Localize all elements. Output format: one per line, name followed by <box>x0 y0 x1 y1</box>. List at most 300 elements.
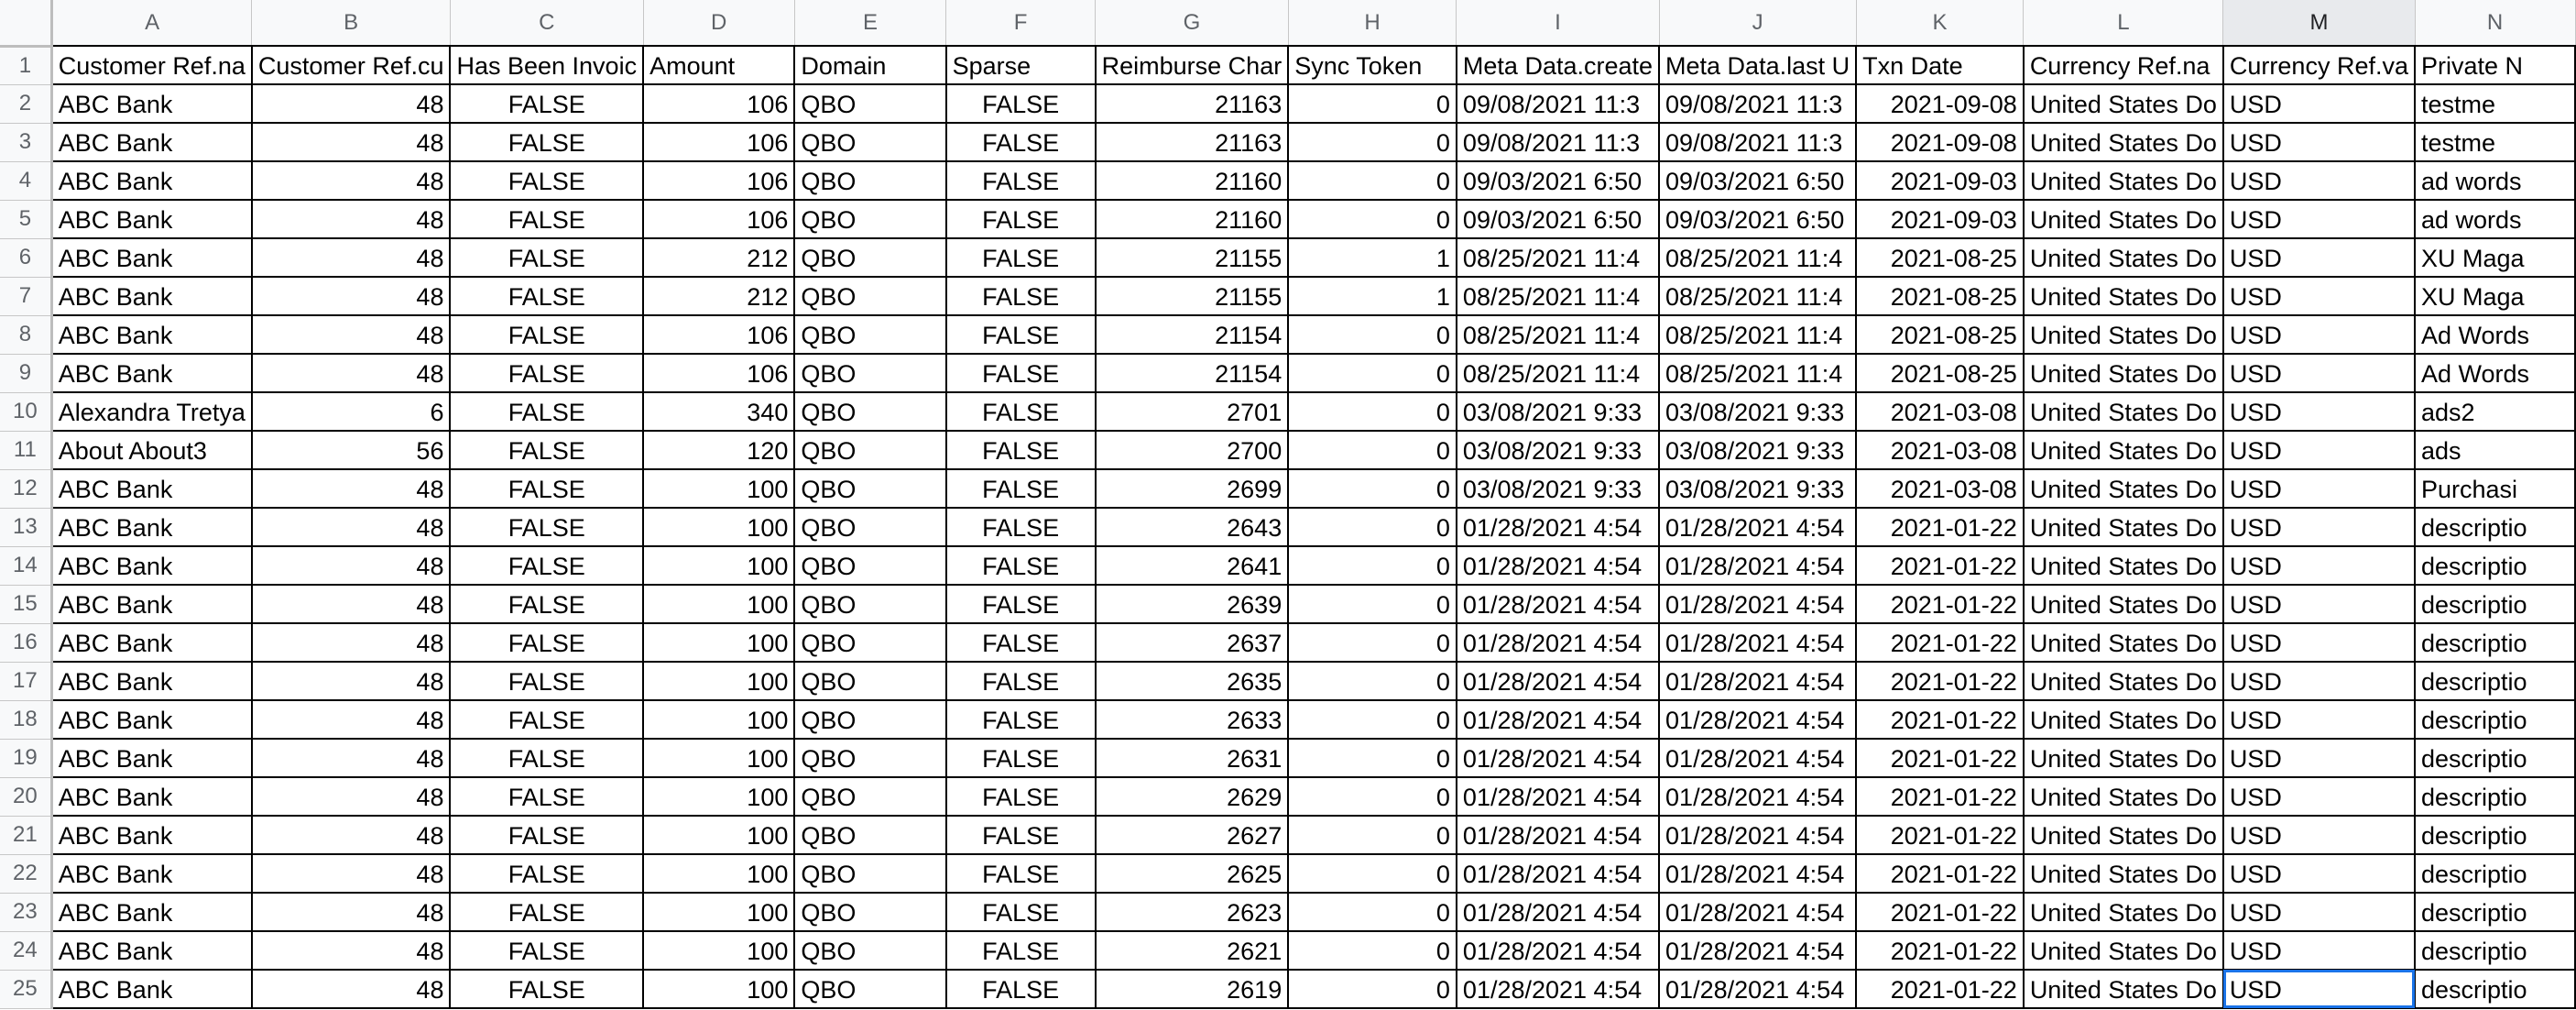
row-number-9[interactable]: 9 <box>0 354 51 392</box>
cell-m24[interactable]: USD <box>2223 931 2415 970</box>
cell-f1[interactable]: Sparse <box>946 46 1096 84</box>
cell-l23[interactable]: United States Do <box>2024 893 2223 931</box>
cell-g4[interactable]: 21160 <box>1096 161 1289 200</box>
cell-k18[interactable]: 2021-01-22 <box>1856 700 2024 739</box>
column-header-b[interactable]: B <box>252 0 451 46</box>
cell-b5[interactable]: 48 <box>252 200 451 238</box>
cell-h10[interactable]: 0 <box>1288 392 1457 431</box>
cell-g10[interactable]: 2701 <box>1096 392 1289 431</box>
cell-g17[interactable]: 2635 <box>1096 662 1289 700</box>
cell-d11[interactable]: 120 <box>643 431 794 469</box>
cell-d23[interactable]: 100 <box>643 893 794 931</box>
cell-j14[interactable]: 01/28/2021 4:54 <box>1659 546 1856 585</box>
cell-g12[interactable]: 2699 <box>1096 469 1289 508</box>
cell-m21[interactable]: USD <box>2223 816 2415 854</box>
cell-l19[interactable]: United States Do <box>2024 739 2223 777</box>
cell-g18[interactable]: 2633 <box>1096 700 1289 739</box>
cell-b3[interactable]: 48 <box>252 123 451 161</box>
cell-e16[interactable]: QBO <box>794 623 945 662</box>
cell-b10[interactable]: 6 <box>252 392 451 431</box>
column-header-g[interactable]: G <box>1096 0 1289 46</box>
cell-d14[interactable]: 100 <box>643 546 794 585</box>
cell-e20[interactable]: QBO <box>794 777 945 816</box>
cell-g15[interactable]: 2639 <box>1096 585 1289 623</box>
cell-h17[interactable]: 0 <box>1288 662 1457 700</box>
row-number-4[interactable]: 4 <box>0 161 51 200</box>
cell-b24[interactable]: 48 <box>252 931 451 970</box>
cell-b18[interactable]: 48 <box>252 700 451 739</box>
cell-j17[interactable]: 01/28/2021 4:54 <box>1659 662 1856 700</box>
cell-c10[interactable]: FALSE <box>450 392 643 431</box>
column-header-f[interactable]: F <box>946 0 1096 46</box>
cell-f7[interactable]: FALSE <box>946 277 1096 315</box>
cell-c22[interactable]: FALSE <box>450 854 643 893</box>
cell-n3[interactable]: testme <box>2415 123 2575 161</box>
column-header-a[interactable]: A <box>51 0 252 46</box>
cell-d5[interactable]: 106 <box>643 200 794 238</box>
cell-e8[interactable]: QBO <box>794 315 945 354</box>
cell-b9[interactable]: 48 <box>252 354 451 392</box>
cell-i15[interactable]: 01/28/2021 4:54 <box>1457 585 1659 623</box>
cell-f10[interactable]: FALSE <box>946 392 1096 431</box>
cell-j3[interactable]: 09/08/2021 11:3 <box>1659 123 1856 161</box>
select-all-corner[interactable] <box>0 0 51 46</box>
cell-c7[interactable]: FALSE <box>450 277 643 315</box>
cell-c3[interactable]: FALSE <box>450 123 643 161</box>
cell-i11[interactable]: 03/08/2021 9:33 <box>1457 431 1659 469</box>
cell-d24[interactable]: 100 <box>643 931 794 970</box>
row-number-6[interactable]: 6 <box>0 238 51 277</box>
cell-i21[interactable]: 01/28/2021 4:54 <box>1457 816 1659 854</box>
cell-c20[interactable]: FALSE <box>450 777 643 816</box>
cell-g8[interactable]: 21154 <box>1096 315 1289 354</box>
row-number-2[interactable]: 2 <box>0 84 51 123</box>
cell-a20[interactable]: ABC Bank <box>51 777 252 816</box>
cell-h5[interactable]: 0 <box>1288 200 1457 238</box>
cell-k13[interactable]: 2021-01-22 <box>1856 508 2024 546</box>
column-header-h[interactable]: H <box>1288 0 1457 46</box>
cell-k17[interactable]: 2021-01-22 <box>1856 662 2024 700</box>
column-header-d[interactable]: D <box>643 0 794 46</box>
cell-m17[interactable]: USD <box>2223 662 2415 700</box>
cell-a13[interactable]: ABC Bank <box>51 508 252 546</box>
cell-h16[interactable]: 0 <box>1288 623 1457 662</box>
cell-h22[interactable]: 0 <box>1288 854 1457 893</box>
cell-i10[interactable]: 03/08/2021 9:33 <box>1457 392 1659 431</box>
cell-f16[interactable]: FALSE <box>946 623 1096 662</box>
cell-m1[interactable]: Currency Ref.va <box>2223 46 2415 84</box>
cell-a12[interactable]: ABC Bank <box>51 469 252 508</box>
cell-h24[interactable]: 0 <box>1288 931 1457 970</box>
cell-c21[interactable]: FALSE <box>450 816 643 854</box>
cell-e10[interactable]: QBO <box>794 392 945 431</box>
cell-l22[interactable]: United States Do <box>2024 854 2223 893</box>
cell-n5[interactable]: ad words <box>2415 200 2575 238</box>
cell-h6[interactable]: 1 <box>1288 238 1457 277</box>
cell-d9[interactable]: 106 <box>643 354 794 392</box>
cell-g24[interactable]: 2621 <box>1096 931 1289 970</box>
cell-l5[interactable]: United States Do <box>2024 200 2223 238</box>
cell-k7[interactable]: 2021-08-25 <box>1856 277 2024 315</box>
column-header-n[interactable]: N <box>2415 0 2575 46</box>
cell-d17[interactable]: 100 <box>643 662 794 700</box>
cell-l9[interactable]: United States Do <box>2024 354 2223 392</box>
row-number-12[interactable]: 12 <box>0 469 51 508</box>
cell-e17[interactable]: QBO <box>794 662 945 700</box>
cell-d16[interactable]: 100 <box>643 623 794 662</box>
cell-e24[interactable]: QBO <box>794 931 945 970</box>
cell-a9[interactable]: ABC Bank <box>51 354 252 392</box>
cell-k3[interactable]: 2021-09-08 <box>1856 123 2024 161</box>
cell-l20[interactable]: United States Do <box>2024 777 2223 816</box>
cell-m19[interactable]: USD <box>2223 739 2415 777</box>
cell-k6[interactable]: 2021-08-25 <box>1856 238 2024 277</box>
cell-l24[interactable]: United States Do <box>2024 931 2223 970</box>
cell-j24[interactable]: 01/28/2021 4:54 <box>1659 931 1856 970</box>
cell-e14[interactable]: QBO <box>794 546 945 585</box>
cell-n2[interactable]: testme <box>2415 84 2575 123</box>
cell-m6[interactable]: USD <box>2223 238 2415 277</box>
cell-l14[interactable]: United States Do <box>2024 546 2223 585</box>
cell-i3[interactable]: 09/08/2021 11:3 <box>1457 123 1659 161</box>
cell-m16[interactable]: USD <box>2223 623 2415 662</box>
cell-h1[interactable]: Sync Token <box>1288 46 1457 84</box>
cell-g22[interactable]: 2625 <box>1096 854 1289 893</box>
cell-f19[interactable]: FALSE <box>946 739 1096 777</box>
cell-j11[interactable]: 03/08/2021 9:33 <box>1659 431 1856 469</box>
row-number-22[interactable]: 22 <box>0 854 51 893</box>
cell-f4[interactable]: FALSE <box>946 161 1096 200</box>
cell-c24[interactable]: FALSE <box>450 931 643 970</box>
cell-k10[interactable]: 2021-03-08 <box>1856 392 2024 431</box>
cell-b11[interactable]: 56 <box>252 431 451 469</box>
cell-b1[interactable]: Customer Ref.cu <box>252 46 451 84</box>
cell-a1[interactable]: Customer Ref.na <box>51 46 252 84</box>
cell-h18[interactable]: 0 <box>1288 700 1457 739</box>
cell-n12[interactable]: Purchasi <box>2415 469 2575 508</box>
cell-e5[interactable]: QBO <box>794 200 945 238</box>
cell-e6[interactable]: QBO <box>794 238 945 277</box>
cell-j18[interactable]: 01/28/2021 4:54 <box>1659 700 1856 739</box>
cell-c13[interactable]: FALSE <box>450 508 643 546</box>
cell-j6[interactable]: 08/25/2021 11:4 <box>1659 238 1856 277</box>
cell-f12[interactable]: FALSE <box>946 469 1096 508</box>
row-number-7[interactable]: 7 <box>0 277 51 315</box>
cell-l21[interactable]: United States Do <box>2024 816 2223 854</box>
cell-f21[interactable]: FALSE <box>946 816 1096 854</box>
cell-m10[interactable]: USD <box>2223 392 2415 431</box>
cell-d2[interactable]: 106 <box>643 84 794 123</box>
cell-e4[interactable]: QBO <box>794 161 945 200</box>
cell-g9[interactable]: 21154 <box>1096 354 1289 392</box>
row-number-1[interactable]: 1 <box>0 46 51 84</box>
cell-i12[interactable]: 03/08/2021 9:33 <box>1457 469 1659 508</box>
cell-f9[interactable]: FALSE <box>946 354 1096 392</box>
cell-j22[interactable]: 01/28/2021 4:54 <box>1659 854 1856 893</box>
cell-b22[interactable]: 48 <box>252 854 451 893</box>
cell-i25[interactable]: 01/28/2021 4:54 <box>1457 970 1659 1008</box>
cell-i8[interactable]: 08/25/2021 11:4 <box>1457 315 1659 354</box>
cell-a25[interactable]: ABC Bank <box>51 970 252 1008</box>
cell-n20[interactable]: descriptio <box>2415 777 2575 816</box>
cell-h21[interactable]: 0 <box>1288 816 1457 854</box>
cell-a5[interactable]: ABC Bank <box>51 200 252 238</box>
cell-a4[interactable]: ABC Bank <box>51 161 252 200</box>
cell-k11[interactable]: 2021-03-08 <box>1856 431 2024 469</box>
cell-f11[interactable]: FALSE <box>946 431 1096 469</box>
cell-m22[interactable]: USD <box>2223 854 2415 893</box>
cell-a6[interactable]: ABC Bank <box>51 238 252 277</box>
row-number-20[interactable]: 20 <box>0 777 51 816</box>
cell-b2[interactable]: 48 <box>252 84 451 123</box>
cell-k12[interactable]: 2021-03-08 <box>1856 469 2024 508</box>
cell-j23[interactable]: 01/28/2021 4:54 <box>1659 893 1856 931</box>
row-number-18[interactable]: 18 <box>0 700 51 739</box>
cell-a18[interactable]: ABC Bank <box>51 700 252 739</box>
cell-i20[interactable]: 01/28/2021 4:54 <box>1457 777 1659 816</box>
cell-k24[interactable]: 2021-01-22 <box>1856 931 2024 970</box>
cell-d22[interactable]: 100 <box>643 854 794 893</box>
cell-n24[interactable]: descriptio <box>2415 931 2575 970</box>
cell-a7[interactable]: ABC Bank <box>51 277 252 315</box>
cell-n16[interactable]: descriptio <box>2415 623 2575 662</box>
cell-e23[interactable]: QBO <box>794 893 945 931</box>
cell-h3[interactable]: 0 <box>1288 123 1457 161</box>
cell-l7[interactable]: United States Do <box>2024 277 2223 315</box>
cell-g1[interactable]: Reimburse Char <box>1096 46 1289 84</box>
cell-b13[interactable]: 48 <box>252 508 451 546</box>
cell-i16[interactable]: 01/28/2021 4:54 <box>1457 623 1659 662</box>
cell-g5[interactable]: 21160 <box>1096 200 1289 238</box>
cell-c1[interactable]: Has Been Invoic <box>450 46 643 84</box>
cell-f2[interactable]: FALSE <box>946 84 1096 123</box>
column-header-m[interactable]: M <box>2223 0 2415 46</box>
cell-a3[interactable]: ABC Bank <box>51 123 252 161</box>
cell-f23[interactable]: FALSE <box>946 893 1096 931</box>
row-number-25[interactable]: 25 <box>0 970 51 1008</box>
row-number-13[interactable]: 13 <box>0 508 51 546</box>
cell-b8[interactable]: 48 <box>252 315 451 354</box>
cell-g23[interactable]: 2623 <box>1096 893 1289 931</box>
cell-g3[interactable]: 21163 <box>1096 123 1289 161</box>
cell-l17[interactable]: United States Do <box>2024 662 2223 700</box>
cell-j13[interactable]: 01/28/2021 4:54 <box>1659 508 1856 546</box>
cell-h8[interactable]: 0 <box>1288 315 1457 354</box>
row-number-10[interactable]: 10 <box>0 392 51 431</box>
cell-l6[interactable]: United States Do <box>2024 238 2223 277</box>
cell-k20[interactable]: 2021-01-22 <box>1856 777 2024 816</box>
cell-b20[interactable]: 48 <box>252 777 451 816</box>
cell-a17[interactable]: ABC Bank <box>51 662 252 700</box>
cell-n18[interactable]: descriptio <box>2415 700 2575 739</box>
cell-k14[interactable]: 2021-01-22 <box>1856 546 2024 585</box>
cell-n11[interactable]: ads <box>2415 431 2575 469</box>
cell-a14[interactable]: ABC Bank <box>51 546 252 585</box>
cell-m25[interactable]: USD <box>2223 970 2415 1008</box>
cell-g13[interactable]: 2643 <box>1096 508 1289 546</box>
cell-m20[interactable]: USD <box>2223 777 2415 816</box>
cell-h25[interactable]: 0 <box>1288 970 1457 1008</box>
cell-h7[interactable]: 1 <box>1288 277 1457 315</box>
row-number-17[interactable]: 17 <box>0 662 51 700</box>
cell-a2[interactable]: ABC Bank <box>51 84 252 123</box>
cell-c15[interactable]: FALSE <box>450 585 643 623</box>
cell-g14[interactable]: 2641 <box>1096 546 1289 585</box>
cell-j5[interactable]: 09/03/2021 6:50 <box>1659 200 1856 238</box>
cell-g7[interactable]: 21155 <box>1096 277 1289 315</box>
cell-e1[interactable]: Domain <box>794 46 945 84</box>
cell-e19[interactable]: QBO <box>794 739 945 777</box>
cell-j7[interactable]: 08/25/2021 11:4 <box>1659 277 1856 315</box>
cell-j10[interactable]: 03/08/2021 9:33 <box>1659 392 1856 431</box>
cell-i7[interactable]: 08/25/2021 11:4 <box>1457 277 1659 315</box>
cell-g25[interactable]: 2619 <box>1096 970 1289 1008</box>
cell-h14[interactable]: 0 <box>1288 546 1457 585</box>
row-number-19[interactable]: 19 <box>0 739 51 777</box>
cell-a16[interactable]: ABC Bank <box>51 623 252 662</box>
cell-d8[interactable]: 106 <box>643 315 794 354</box>
cell-e18[interactable]: QBO <box>794 700 945 739</box>
cell-b19[interactable]: 48 <box>252 739 451 777</box>
cell-k8[interactable]: 2021-08-25 <box>1856 315 2024 354</box>
cell-n15[interactable]: descriptio <box>2415 585 2575 623</box>
cell-m8[interactable]: USD <box>2223 315 2415 354</box>
column-header-i[interactable]: I <box>1457 0 1659 46</box>
cell-a8[interactable]: ABC Bank <box>51 315 252 354</box>
cell-k25[interactable]: 2021-01-22 <box>1856 970 2024 1008</box>
cell-h15[interactable]: 0 <box>1288 585 1457 623</box>
cell-h19[interactable]: 0 <box>1288 739 1457 777</box>
cell-m23[interactable]: USD <box>2223 893 2415 931</box>
cell-g20[interactable]: 2629 <box>1096 777 1289 816</box>
column-header-l[interactable]: L <box>2024 0 2223 46</box>
cell-e3[interactable]: QBO <box>794 123 945 161</box>
cell-k5[interactable]: 2021-09-03 <box>1856 200 2024 238</box>
cell-l10[interactable]: United States Do <box>2024 392 2223 431</box>
cell-j1[interactable]: Meta Data.last U <box>1659 46 1856 84</box>
cell-m18[interactable]: USD <box>2223 700 2415 739</box>
cell-e22[interactable]: QBO <box>794 854 945 893</box>
cell-n7[interactable]: XU Maga <box>2415 277 2575 315</box>
cell-n25[interactable]: descriptio <box>2415 970 2575 1008</box>
cell-a24[interactable]: ABC Bank <box>51 931 252 970</box>
cell-n8[interactable]: Ad Words <box>2415 315 2575 354</box>
cell-m11[interactable]: USD <box>2223 431 2415 469</box>
column-header-j[interactable]: J <box>1659 0 1856 46</box>
cell-e21[interactable]: QBO <box>794 816 945 854</box>
cell-b16[interactable]: 48 <box>252 623 451 662</box>
cell-d21[interactable]: 100 <box>643 816 794 854</box>
cell-e13[interactable]: QBO <box>794 508 945 546</box>
cell-m5[interactable]: USD <box>2223 200 2415 238</box>
row-number-11[interactable]: 11 <box>0 431 51 469</box>
cell-d4[interactable]: 106 <box>643 161 794 200</box>
row-number-23[interactable]: 23 <box>0 893 51 931</box>
cell-l11[interactable]: United States Do <box>2024 431 2223 469</box>
cell-f24[interactable]: FALSE <box>946 931 1096 970</box>
cell-b14[interactable]: 48 <box>252 546 451 585</box>
cell-d15[interactable]: 100 <box>643 585 794 623</box>
cell-f20[interactable]: FALSE <box>946 777 1096 816</box>
cell-j8[interactable]: 08/25/2021 11:4 <box>1659 315 1856 354</box>
cell-n22[interactable]: descriptio <box>2415 854 2575 893</box>
cell-k15[interactable]: 2021-01-22 <box>1856 585 2024 623</box>
cell-m12[interactable]: USD <box>2223 469 2415 508</box>
cell-f6[interactable]: FALSE <box>946 238 1096 277</box>
cell-b21[interactable]: 48 <box>252 816 451 854</box>
cell-k16[interactable]: 2021-01-22 <box>1856 623 2024 662</box>
cell-c8[interactable]: FALSE <box>450 315 643 354</box>
cell-k4[interactable]: 2021-09-03 <box>1856 161 2024 200</box>
cell-e9[interactable]: QBO <box>794 354 945 392</box>
cell-b12[interactable]: 48 <box>252 469 451 508</box>
cell-i24[interactable]: 01/28/2021 4:54 <box>1457 931 1659 970</box>
cell-i19[interactable]: 01/28/2021 4:54 <box>1457 739 1659 777</box>
cell-g16[interactable]: 2637 <box>1096 623 1289 662</box>
cell-l3[interactable]: United States Do <box>2024 123 2223 161</box>
cell-m7[interactable]: USD <box>2223 277 2415 315</box>
cell-h12[interactable]: 0 <box>1288 469 1457 508</box>
cell-d20[interactable]: 100 <box>643 777 794 816</box>
cell-l18[interactable]: United States Do <box>2024 700 2223 739</box>
cell-l2[interactable]: United States Do <box>2024 84 2223 123</box>
row-number-5[interactable]: 5 <box>0 200 51 238</box>
cell-d18[interactable]: 100 <box>643 700 794 739</box>
cell-i2[interactable]: 09/08/2021 11:3 <box>1457 84 1659 123</box>
cell-f13[interactable]: FALSE <box>946 508 1096 546</box>
cell-d19[interactable]: 100 <box>643 739 794 777</box>
cell-j20[interactable]: 01/28/2021 4:54 <box>1659 777 1856 816</box>
cell-f3[interactable]: FALSE <box>946 123 1096 161</box>
cell-c14[interactable]: FALSE <box>450 546 643 585</box>
cell-n9[interactable]: Ad Words <box>2415 354 2575 392</box>
row-number-8[interactable]: 8 <box>0 315 51 354</box>
cell-g11[interactable]: 2700 <box>1096 431 1289 469</box>
cell-d10[interactable]: 340 <box>643 392 794 431</box>
row-number-24[interactable]: 24 <box>0 931 51 970</box>
cell-i4[interactable]: 09/03/2021 6:50 <box>1457 161 1659 200</box>
cell-j16[interactable]: 01/28/2021 4:54 <box>1659 623 1856 662</box>
cell-l25[interactable]: United States Do <box>2024 970 2223 1008</box>
cell-k23[interactable]: 2021-01-22 <box>1856 893 2024 931</box>
cell-a22[interactable]: ABC Bank <box>51 854 252 893</box>
cell-j9[interactable]: 08/25/2021 11:4 <box>1659 354 1856 392</box>
cell-b4[interactable]: 48 <box>252 161 451 200</box>
cell-d25[interactable]: 100 <box>643 970 794 1008</box>
cell-b25[interactable]: 48 <box>252 970 451 1008</box>
cell-j21[interactable]: 01/28/2021 4:54 <box>1659 816 1856 854</box>
column-header-e[interactable]: E <box>794 0 945 46</box>
cell-f14[interactable]: FALSE <box>946 546 1096 585</box>
cell-n1[interactable]: Private N <box>2415 46 2575 84</box>
cell-l16[interactable]: United States Do <box>2024 623 2223 662</box>
cell-c23[interactable]: FALSE <box>450 893 643 931</box>
cell-j19[interactable]: 01/28/2021 4:54 <box>1659 739 1856 777</box>
cell-j12[interactable]: 03/08/2021 9:33 <box>1659 469 1856 508</box>
cell-m13[interactable]: USD <box>2223 508 2415 546</box>
cell-g2[interactable]: 21163 <box>1096 84 1289 123</box>
cell-b6[interactable]: 48 <box>252 238 451 277</box>
cell-c2[interactable]: FALSE <box>450 84 643 123</box>
cell-k21[interactable]: 2021-01-22 <box>1856 816 2024 854</box>
column-header-k[interactable]: K <box>1856 0 2024 46</box>
cell-i14[interactable]: 01/28/2021 4:54 <box>1457 546 1659 585</box>
cell-d12[interactable]: 100 <box>643 469 794 508</box>
cell-n10[interactable]: ads2 <box>2415 392 2575 431</box>
cell-e25[interactable]: QBO <box>794 970 945 1008</box>
cell-f5[interactable]: FALSE <box>946 200 1096 238</box>
cell-c6[interactable]: FALSE <box>450 238 643 277</box>
